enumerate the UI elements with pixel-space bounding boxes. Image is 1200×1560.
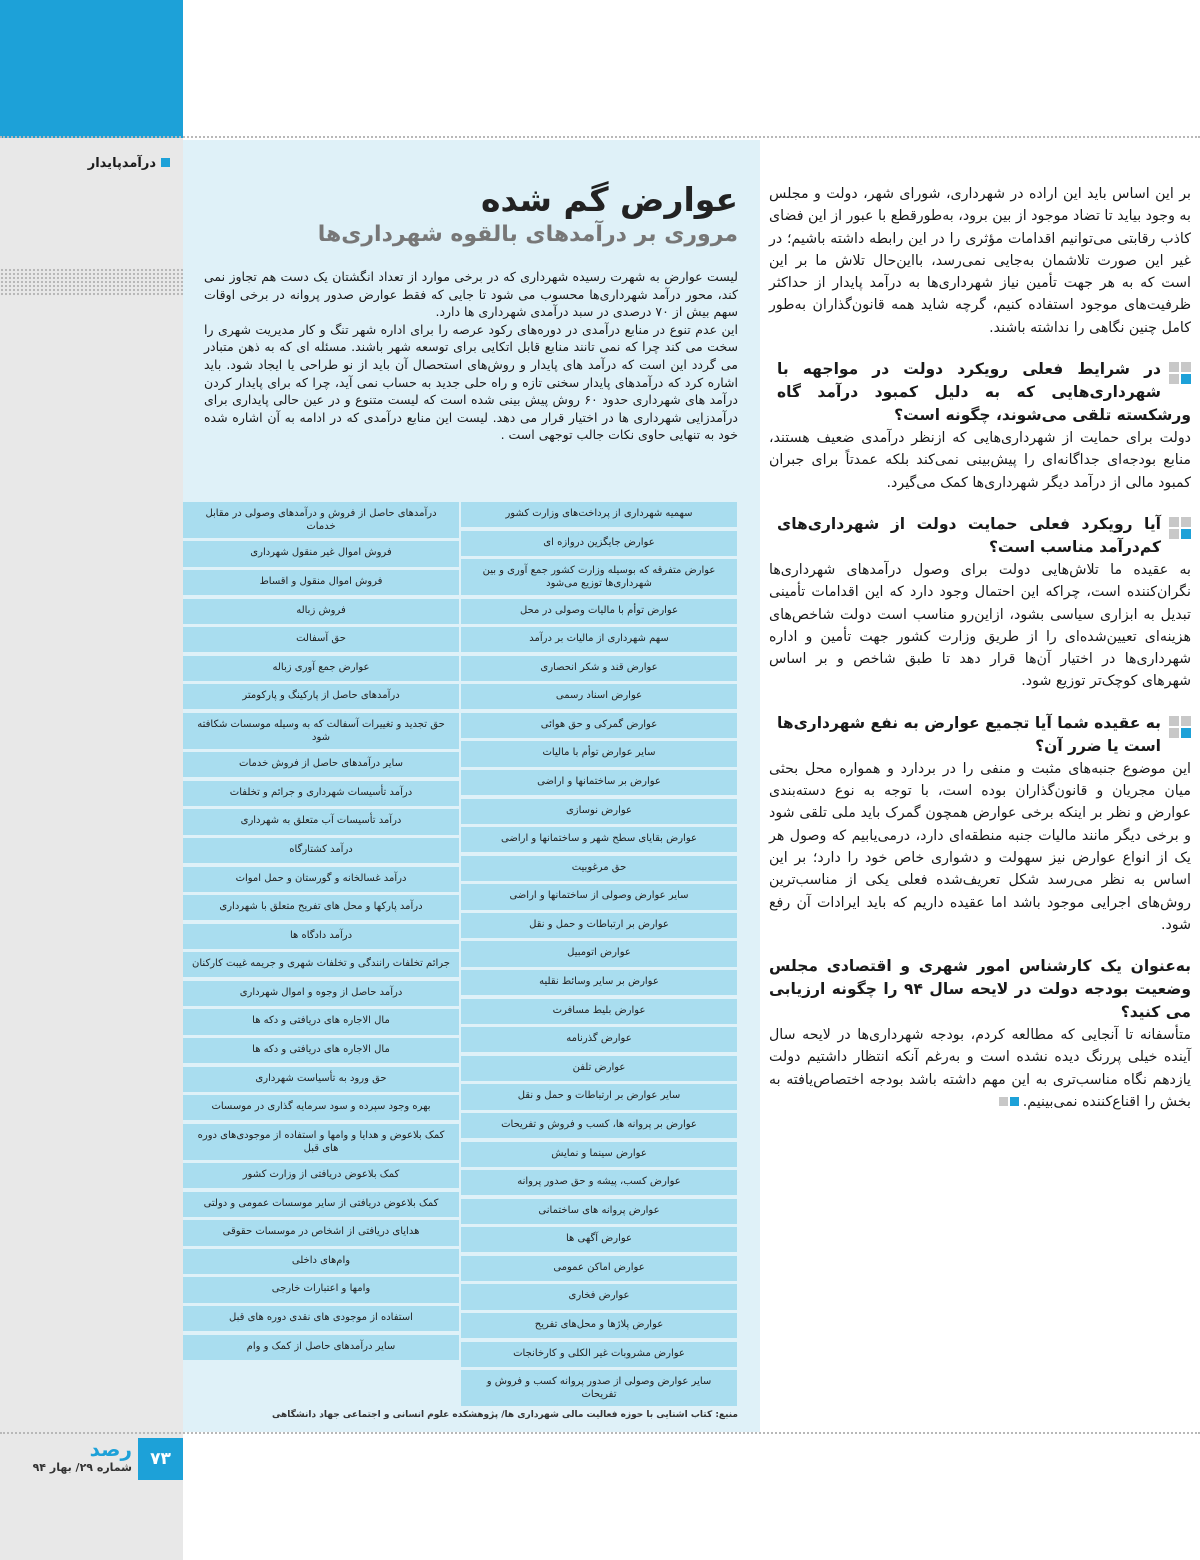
list-item: سایر عوارض بر ارتباطات و حمل و نقل xyxy=(461,1084,737,1109)
list-item: عوارض اسناد رسمی xyxy=(461,684,737,709)
list-item: عوارض جایگزین دروازه ای xyxy=(461,531,737,556)
list-item: عوارض مشروبات غیر الکلی و کارخانجات xyxy=(461,1342,737,1367)
question-heading xyxy=(769,712,1191,758)
list-item: سایر عوارض وصولی از صدور پروانه کسب و فروش و تفریحات xyxy=(461,1370,737,1406)
list-item: کمک بلاعوض دریافتی از وزارت کشور xyxy=(183,1163,459,1188)
question-text: به عقیده شما آیا تجمیع عوارض به نفع شهرداری‌ها است یا ضرر آن؟ xyxy=(777,713,1161,755)
list-item: درآمد کشتارگاه xyxy=(183,838,459,863)
list-item: بهره وجود سپرده و سود سرمایه گذاری در موسسات xyxy=(183,1095,459,1120)
list-item: درآمد تأسیسات شهرداری و جرائم و تخلفات xyxy=(183,781,459,806)
list-item: فروش زباله xyxy=(183,599,459,624)
box-title: عوارض گم شده xyxy=(481,180,738,219)
list-item: کمک بلاعوض و هدایا و وامها و استفاده از موجودی‌های دوره های قبل xyxy=(183,1124,459,1160)
list-item: هدایای دریافتی از اشخاص در موسسات حقوقی xyxy=(183,1220,459,1245)
list-item: فروش اموال غیر منقول شهرداری xyxy=(183,541,459,566)
list-item: مال الاجاره های دریافتی و دکه ها xyxy=(183,1009,459,1034)
list-item: عوارض بر پروانه ها، کسب و فروش و تفریحات xyxy=(461,1113,737,1138)
list-item: سهمیه شهرداری از پرداخت‌های وزارت کشور xyxy=(461,502,737,527)
list-item: درآمد حاصل از وجوه و اموال شهرداری xyxy=(183,981,459,1006)
list-item: سهم شهرداری از مالیات بر درآمد xyxy=(461,627,737,652)
revenue-list-left xyxy=(183,502,459,1363)
list-item: عوارض متفرقه که بوسیله وزارت کشور جمع آوری و بین شهرداری‌ها توزیع می‌شود xyxy=(461,559,737,595)
list-item: حق تجدید و تغییرات آسفالت که به وسیله موسسات شکافته شود xyxy=(183,713,459,749)
list-item: عوارض بر سایر وسائط نقلیه xyxy=(461,970,737,995)
list-item: حق مرغوبیت xyxy=(461,856,737,881)
list-item: عوارض بر ارتباطات و حمل و نقل xyxy=(461,913,737,938)
list-item: عوارض توأم با مالیات وصولی در محل xyxy=(461,599,737,624)
question-heading xyxy=(769,358,1191,427)
list-item: سایر عوارض توأم با مالیات xyxy=(461,741,737,766)
list-item: عوارض سینما و نمایش xyxy=(461,1142,737,1167)
dot-pattern xyxy=(0,268,183,296)
issue-info: شماره ۲۹/ بهار ۹۴ xyxy=(32,1461,132,1474)
list-item: درآمد دادگاه ها xyxy=(183,924,459,949)
question-text: آیا رویکرد فعلی حمایت دولت از شهرداری‌های کم‌درآمد مناسب است؟ xyxy=(777,514,1161,556)
list-item: عوارض پروانه های ساختمانی xyxy=(461,1199,737,1224)
list-item: عوارض نوسازی xyxy=(461,799,737,824)
list-item: درآمد پارکها و محل های تفریح متعلق با شهرداری xyxy=(183,895,459,920)
answer-paragraph xyxy=(769,1024,1191,1113)
question-bullet-icon xyxy=(1167,517,1191,541)
article-paragraph: بر این اساس باید این اراده در شهرداری، شورای شهر، دولت و مجلس به وجود بیاید تا تضاد موجود از بین برود، به‌طورقطع با عبور از این فضای کاذب رقابتی می‌توانیم اقدامات مؤثری را در این رابطه داشته باشیم؛ در غیر این صورت تلاشمان به‌جایی نمی‌رسد، بااین‌حال تلاش ما بر این است که به هر جهت تأمین نیاز شهرداری‌ها به درآمد پایدار از حداکثر ظرفیت‌های موجود استفاده کنیم، گرچه شاید همه قانون‌گذاران به‌طور کامل چنین نگاهی را نداشته باشند. xyxy=(769,186,1191,336)
top-accent-block xyxy=(0,0,183,138)
box-intro xyxy=(204,268,738,444)
list-item: مال الاجاره های دریافتی و دکه ها xyxy=(183,1038,459,1063)
list-item: جرائم تخلفات رانندگی و تخلفات شهری و جریمه غیبت کارکنان xyxy=(183,952,459,977)
section-label-text: درآمدپایدار xyxy=(87,156,156,171)
question-bullet-icon xyxy=(1167,362,1191,386)
source-note: منبع: کتاب اشنایی با حوزه فعالیت مالی شهرداری ها/ پژوهشکده علوم انسانی و اجتماعی جهاد دانشگاهی xyxy=(271,1410,738,1420)
list-item: عوارض آگهی ها xyxy=(461,1227,737,1252)
list-item: عوارض فخاری xyxy=(461,1284,737,1309)
top-divider xyxy=(0,136,1200,138)
question-bullet-icon xyxy=(1167,716,1191,740)
list-item: کمک بلاعوض دریافتی از سایر موسسات عمومی و دولتی xyxy=(183,1192,459,1217)
interview-column xyxy=(769,183,1191,1113)
bullet-square-icon xyxy=(161,158,170,167)
answer-paragraph: به عقیده ما تلاش‌هایی دولت برای وصول درآمدهای شهرداری‌ها نگران‌کننده است، چراکه این احتمال وجود دارد که این اقدامات تأمینی تبدیل به ابزاری سیاسی بشود، ازاین‌رو مناسب است دولت شاخص‌های هزینه‌ای تعیین‌شده‌ای را از طریق وزارت کشور جهت تأمین و اداره شهرداری‌ها در اختیار آن‌ها قرار دهد تا طبق شاخص و بر اساس شهرهای کوچک‌تر توزیع شود. xyxy=(769,561,1191,690)
list-item: درآمدهای حاصل از پارکینگ و پارکومتر xyxy=(183,684,459,709)
page-number: ۷۳ xyxy=(138,1438,183,1480)
list-item: درآمد تأسیسات آب متعلق به شهرداری xyxy=(183,809,459,834)
end-mark-icon xyxy=(997,1091,1019,1113)
box-subtitle: مروری بر درآمدهای بالقوه شهرداری‌ها xyxy=(317,222,738,247)
intro-paragraph: این عدم تنوع در منابع درآمدی در دوره‌های رکود عرصه را برای اداره شهر تنگ و کار مدیریت شهری را سخت می کند چرا که نمی تانند منابع قابل اتکایی برای توسعه شهر باشند. مسئله ای که به ذهن متبادر می گردد این است که درآمد های پایدار و روش‌های استحصال آن باید از نو طراحی یا ایجاد شود. باید اشاره کرد که درآمدهای پایدار سخنی تازه و راه حلی جدید به حساب نمی آید، چرا که برای پایدار کردن درآمد های شهرداری حدود ۶۰ روش پیش بینی شده است که لیست متنوع و در عین حالی پایداری برای درآمدزایی شهرداری ها در اختیار قرار می دهد. لیست این منابع درآمدی که در ادامه به آن اشاره شده خود به تنهایی حاوی نکات جالب توجهی است . xyxy=(204,321,738,443)
question-text: در شرایط فعلی رویکرد دولت در مواجهه با شهرداری‌هایی که به دلیل کمبود درآمد گاه ورشکسته تلقی می‌شوند، چگونه است؟ xyxy=(777,360,1191,425)
list-item: عوارض کسب، پیشه و حق صدور پروانه xyxy=(461,1170,737,1195)
list-item: وام‌های داخلی xyxy=(183,1249,459,1274)
list-item: درآمدهای حاصل از فروش و درآمدهای وصولی در مقابل خدمات xyxy=(183,502,459,538)
list-item: سایر عوارض وصولی از ساختمانها و اراضی xyxy=(461,884,737,909)
answer-text: متأسفانه تا آنجایی که مطالعه کردم، بودجه شهرداری‌ها در لایحه سال آینده خیلی پررنگ دیده نشده است و به‌رغم آنکه انتظار داشتیم دولت یازدهم نگاه مناسب‌تری به این مهم داشته باشد بودجه اختصاص‌یافته به بخش را اقناع‌کننده نمی‌بینیم. xyxy=(769,1027,1191,1111)
magazine-logo: رصد xyxy=(89,1437,132,1461)
list-item: عوارض تلفن xyxy=(461,1056,737,1081)
list-item: استفاده از موجودی های نقدی دوره های قبل xyxy=(183,1306,459,1331)
list-item: عوارض قند و شکر انحصاری xyxy=(461,656,737,681)
question-text: به‌عنوان یک کارشناس امور شهری و اقتصادی مجلس وضعیت بودجه دولت در لایحه سال ۹۴ را چگونه ارزیابی می کنید؟ xyxy=(769,957,1191,1022)
bottom-divider xyxy=(0,1432,1200,1434)
list-item: حق ورود به تأسیاست شهرداری xyxy=(183,1067,459,1092)
list-item: حق آسفالت xyxy=(183,627,459,652)
list-item: عوارض بر ساختمانها و اراضی xyxy=(461,770,737,795)
list-item: درآمد غسالخانه و گورستان و حمل اموات xyxy=(183,867,459,892)
section-label xyxy=(20,156,170,171)
revenue-list-right xyxy=(461,502,737,1410)
list-item: عوارض اتومبیل xyxy=(461,941,737,966)
list-item: عوارض بلیط مسافرت xyxy=(461,999,737,1024)
question-heading xyxy=(769,513,1191,559)
list-item: عوارض پلاژها و محل‌های تفریح xyxy=(461,1313,737,1338)
list-item: عوارض بقایای سطح شهر و ساختمانها و اراضی xyxy=(461,827,737,852)
left-margin-strip xyxy=(0,0,183,1560)
intro-paragraph: لیست عوارض به شهرت رسیده شهرداری که در برخی موارد از تعداد انگشتان یک دست هم تجاوز نمی کند، محور درآمد شهرداری‌ها محسوب می شود تا جایی که فقط عوارض صدور پروانه در برخی اوقات سهم بیش از ۷۰ درصدی در سبد درآمدی شهرداری ها دارد. xyxy=(204,269,738,320)
list-item: وامها و اعتبارات خارجی xyxy=(183,1277,459,1302)
list-item: عوارض گذرنامه xyxy=(461,1027,737,1052)
list-item: عوارض گمرکی و حق هوائی xyxy=(461,713,737,738)
list-item: عوارض جمع آوری زباله xyxy=(183,656,459,681)
list-item: عوارض اماکن عمومی xyxy=(461,1256,737,1281)
list-item: سایر درآمدهای حاصل از کمک و وام xyxy=(183,1335,459,1360)
question-heading xyxy=(769,955,1191,1024)
answer-paragraph: این موضوع جنبه‌های مثبت و منفی را در بردارد و همواره محل بحثی میان مجریان و قانون‌گذاران بوده است، با توجه به نوع دسته‌بندی عوارض و نظر بر اینکه برخی عوارض همچون گمرک باید ملی تلقی شود و برخی دیگر مانند مالیات جنبه منطقه‌ای دارد، درمی‌یابیم که وصول هر یک از انواع عوارض نیز سهولت و دشواری خاص خود را دارد؛ بر این اساس به نظر می‌رسد شکل تعریف‌شده فعلی یکی از مناسب‌ترین روش‌های اجرایی موجود باشد اما عقیده داریم که باید ایرادات آن رفع شود. xyxy=(769,760,1191,933)
answer-paragraph: دولت برای حمایت از شهرداری‌هایی که ازنظر درآمدی ضعیف هستند، منابع بودجه‌ای جداگانه‌ای را پیش‌بینی نمی‌کند بلکه عمدتاً برای جبران کمبود مالی از درآمد دیگر شهرداری‌ها کمک می‌گیرد. xyxy=(769,430,1191,491)
list-item: فروش اموال منقول و اقساط xyxy=(183,570,459,595)
list-item: سایر درآمدهای حاصل از فروش خدمات xyxy=(183,752,459,777)
